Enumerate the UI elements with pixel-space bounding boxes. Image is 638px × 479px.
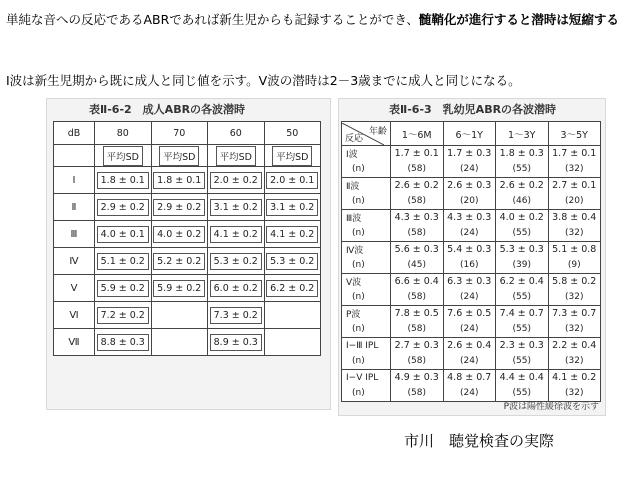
infant-n-label: (n) xyxy=(342,322,391,338)
table-row xyxy=(54,302,321,329)
adult-subheader-row xyxy=(54,145,321,167)
infant-n-cell: (32) xyxy=(548,290,601,306)
table-row xyxy=(54,275,321,302)
infant-n-cell: (58) xyxy=(391,226,444,242)
infant-corner-top: 年齢 xyxy=(368,126,387,137)
infant-n-label: (n) xyxy=(342,194,391,210)
infant-value-cell: 4.4 ± 0.4 xyxy=(496,370,549,386)
adult-col-header: 80 xyxy=(95,122,152,145)
infant-n-label: (n) xyxy=(342,258,391,274)
table-row xyxy=(342,210,601,226)
infant-n-cell: (32) xyxy=(548,354,601,370)
infant-n-cell: (58) xyxy=(391,162,444,178)
infant-n-label: (n) xyxy=(342,226,391,242)
adult-cell: 5.9 ± 0.2 xyxy=(97,280,149,297)
table-row-n xyxy=(342,322,601,338)
infant-n-cell: (24) xyxy=(443,322,496,338)
infant-n-cell: (9) xyxy=(548,258,601,274)
infant-value-cell: 4.8 ± 0.7 xyxy=(443,370,496,386)
adult-cell: 6.0 ± 0.2 xyxy=(210,280,262,297)
infant-row-label: Ⅲ波 xyxy=(342,210,391,226)
table-row-n xyxy=(342,226,601,242)
infant-n-cell: (24) xyxy=(443,386,496,402)
table-row xyxy=(342,338,601,354)
adult-cell: 5.9 ± 0.2 xyxy=(153,280,205,297)
infant-value-cell: 3.8 ± 0.4 xyxy=(548,210,601,226)
adult-corner: dB xyxy=(54,122,95,145)
table-row-n xyxy=(342,162,601,178)
adult-cell: 8.9 ± 0.3 xyxy=(210,334,262,351)
infant-n-cell: (58) xyxy=(391,386,444,402)
infant-n-cell: (24) xyxy=(443,162,496,178)
adult-col-header: 60 xyxy=(208,122,265,145)
infant-n-cell: (32) xyxy=(548,386,601,402)
infant-n-cell: (39) xyxy=(496,258,549,274)
infant-col-header: 1～3Y xyxy=(496,122,549,146)
infant-n-cell: (55) xyxy=(496,226,549,242)
infant-n-cell: (58) xyxy=(391,290,444,306)
infant-n-cell: (55) xyxy=(496,290,549,306)
infant-n-label: (n) xyxy=(342,290,391,306)
infant-value-cell: 7.4 ± 0.7 xyxy=(496,306,549,322)
adult-cell: 5.1 ± 0.2 xyxy=(97,253,149,270)
infant-abr-table-image xyxy=(338,98,606,416)
adult-cell: 2.0 ± 0.2 xyxy=(210,172,262,189)
infant-value-cell: 5.6 ± 0.3 xyxy=(391,242,444,258)
infant-corner xyxy=(342,122,391,146)
adult-cell: 5.2 ± 0.2 xyxy=(153,253,205,270)
adult-cell: 1.8 ± 0.1 xyxy=(97,172,149,189)
infant-col-header: 3～5Y xyxy=(548,122,601,146)
infant-n-cell: (20) xyxy=(443,194,496,210)
infant-n-cell: (24) xyxy=(443,290,496,306)
infant-n-cell: (58) xyxy=(391,354,444,370)
adult-cell: 4.1 ± 0.2 xyxy=(266,226,318,243)
adult-subheader: 平均SD xyxy=(216,146,256,166)
infant-value-cell: 5.1 ± 0.8 xyxy=(548,242,601,258)
adult-cell: 2.9 ± 0.2 xyxy=(153,199,205,216)
table-row-n xyxy=(342,290,601,306)
adult-cell: 7.2 ± 0.2 xyxy=(97,307,149,324)
infant-value-cell: 6.3 ± 0.3 xyxy=(443,274,496,290)
infant-n-cell: (55) xyxy=(496,162,549,178)
infant-n-cell: (32) xyxy=(548,322,601,338)
table-row-n xyxy=(342,194,601,210)
infant-n-cell: (58) xyxy=(391,322,444,338)
infant-value-cell: 5.3 ± 0.3 xyxy=(496,242,549,258)
adult-cell: 2.0 ± 0.1 xyxy=(266,172,318,189)
infant-footnote: P波は陽性緩徐波を示す xyxy=(503,402,599,412)
adult-row-label: Ⅵ xyxy=(54,302,95,329)
adult-subheader: 平均SD xyxy=(159,146,199,166)
infant-n-label: (n) xyxy=(342,162,391,178)
adult-cell: 4.1 ± 0.2 xyxy=(210,226,262,243)
intro-bold: 髄鞘化が進行すると潜時は短縮する xyxy=(418,12,619,27)
infant-n-cell: (16) xyxy=(443,258,496,274)
table-row xyxy=(54,194,321,221)
adult-row-label: Ⅰ xyxy=(54,167,95,194)
infant-header-row xyxy=(342,122,601,146)
adult-row-label: Ⅳ xyxy=(54,248,95,275)
infant-value-cell: 2.2 ± 0.4 xyxy=(548,338,601,354)
adult-cell: 4.0 ± 0.2 xyxy=(153,226,205,243)
infant-n-cell: (55) xyxy=(496,386,549,402)
infant-value-cell: 1.8 ± 0.3 xyxy=(496,146,549,162)
infant-row-label: Ⅴ波 xyxy=(342,274,391,290)
note-text: Ⅰ波は新生児期から既に成人と同じ値を示す。Ⅴ波の潜時は2－3歳までに成人と同じになる。 xyxy=(6,73,521,88)
infant-value-cell: 4.9 ± 0.3 xyxy=(391,370,444,386)
table-row xyxy=(54,329,321,356)
infant-value-cell: 2.3 ± 0.3 xyxy=(496,338,549,354)
infant-n-cell: (20) xyxy=(548,194,601,210)
infant-row-label: Ⅱ波 xyxy=(342,178,391,194)
infant-value-cell: 7.3 ± 0.7 xyxy=(548,306,601,322)
infant-value-cell: 2.6 ± 0.2 xyxy=(391,178,444,194)
infant-value-cell: 1.7 ± 0.1 xyxy=(548,146,601,162)
table-row xyxy=(342,274,601,290)
adult-row-label: Ⅱ xyxy=(54,194,95,221)
adult-row-label: Ⅶ xyxy=(54,329,95,356)
infant-corner-bottom: 反応 xyxy=(345,133,364,144)
infant-table-title: 表Ⅱ-6-3 乳幼児ABRの各波潜時 xyxy=(389,103,557,116)
adult-cell: 5.3 ± 0.2 xyxy=(266,253,318,270)
infant-n-cell: (32) xyxy=(548,162,601,178)
infant-n-label: (n) xyxy=(342,354,391,370)
infant-value-cell: 2.6 ± 0.3 xyxy=(443,178,496,194)
infant-n-cell: (32) xyxy=(548,226,601,242)
adult-abr-table xyxy=(53,121,321,356)
infant-value-cell: 7.8 ± 0.5 xyxy=(391,306,444,322)
infant-row-label: Ⅰ波 xyxy=(342,146,391,162)
table-row-n xyxy=(342,354,601,370)
infant-value-cell: 5.4 ± 0.3 xyxy=(443,242,496,258)
infant-n-cell: (24) xyxy=(443,354,496,370)
infant-value-cell: 4.0 ± 0.2 xyxy=(496,210,549,226)
adult-cell: 7.3 ± 0.2 xyxy=(210,307,262,324)
intro-text xyxy=(6,10,632,30)
infant-value-cell: 1.7 ± 0.1 xyxy=(391,146,444,162)
adult-subheader: 平均SD xyxy=(103,146,143,166)
adult-table-title: 表Ⅱ-6-2 成人ABRの各波潜時 xyxy=(89,103,246,116)
adult-abr-table-image xyxy=(46,98,331,410)
adult-cell: 6.2 ± 0.2 xyxy=(266,280,318,297)
table-row-n xyxy=(342,258,601,274)
citation: 市川 聴覚検査の実際 xyxy=(404,432,555,450)
adult-cell: 3.1 ± 0.2 xyxy=(266,199,318,216)
infant-row-label: Ⅰ−Ⅴ IPL xyxy=(342,370,391,386)
adult-col-header: 50 xyxy=(264,122,321,145)
adult-subheader: 平均SD xyxy=(272,146,312,166)
infant-col-header: 1～6M xyxy=(391,122,444,146)
adult-cell: 2.9 ± 0.2 xyxy=(97,199,149,216)
table-row xyxy=(54,248,321,275)
infant-row-label: Ⅳ波 xyxy=(342,242,391,258)
infant-value-cell: 4.1 ± 0.2 xyxy=(548,370,601,386)
infant-row-label: P波 xyxy=(342,306,391,322)
infant-n-label: (n) xyxy=(342,386,391,402)
table-row xyxy=(342,146,601,162)
adult-row-label: Ⅲ xyxy=(54,221,95,248)
table-row xyxy=(54,167,321,194)
adult-col-header: 70 xyxy=(151,122,208,145)
infant-value-cell: 4.3 ± 0.3 xyxy=(391,210,444,226)
adult-cell: 3.1 ± 0.2 xyxy=(210,199,262,216)
infant-row-label: Ⅰ−Ⅲ IPL xyxy=(342,338,391,354)
adult-header-row xyxy=(54,122,321,145)
infant-value-cell: 2.7 ± 0.1 xyxy=(548,178,601,194)
infant-n-cell: (46) xyxy=(496,194,549,210)
infant-value-cell: 5.8 ± 0.2 xyxy=(548,274,601,290)
infant-n-cell: (45) xyxy=(391,258,444,274)
table-row xyxy=(342,306,601,322)
infant-n-cell: (24) xyxy=(443,226,496,242)
infant-value-cell: 2.7 ± 0.3 xyxy=(391,338,444,354)
intro-normal: 単純な音への反応であるABRであれば新生児からも記録することができ、 xyxy=(6,12,419,27)
table-row xyxy=(342,370,601,386)
adult-cell: 1.8 ± 0.1 xyxy=(153,172,205,189)
infant-n-cell: (55) xyxy=(496,322,549,338)
infant-value-cell: 1.7 ± 0.3 xyxy=(443,146,496,162)
infant-n-cell: (58) xyxy=(391,194,444,210)
infant-value-cell: 2.6 ± 0.4 xyxy=(443,338,496,354)
infant-value-cell: 6.2 ± 0.4 xyxy=(496,274,549,290)
adult-cell: 8.8 ± 0.3 xyxy=(97,334,149,351)
infant-n-cell: (55) xyxy=(496,354,549,370)
adult-cell: 5.3 ± 0.2 xyxy=(210,253,262,270)
infant-col-header: 6～1Y xyxy=(443,122,496,146)
table-row xyxy=(54,221,321,248)
infant-value-cell: 6.6 ± 0.4 xyxy=(391,274,444,290)
adult-cell: 4.0 ± 0.1 xyxy=(97,226,149,243)
infant-value-cell: 2.6 ± 0.2 xyxy=(496,178,549,194)
infant-value-cell: 7.6 ± 0.5 xyxy=(443,306,496,322)
table-row xyxy=(342,178,601,194)
table-row xyxy=(342,242,601,258)
infant-value-cell: 4.3 ± 0.3 xyxy=(443,210,496,226)
adult-row-label: Ⅴ xyxy=(54,275,95,302)
infant-abr-table xyxy=(341,121,601,402)
